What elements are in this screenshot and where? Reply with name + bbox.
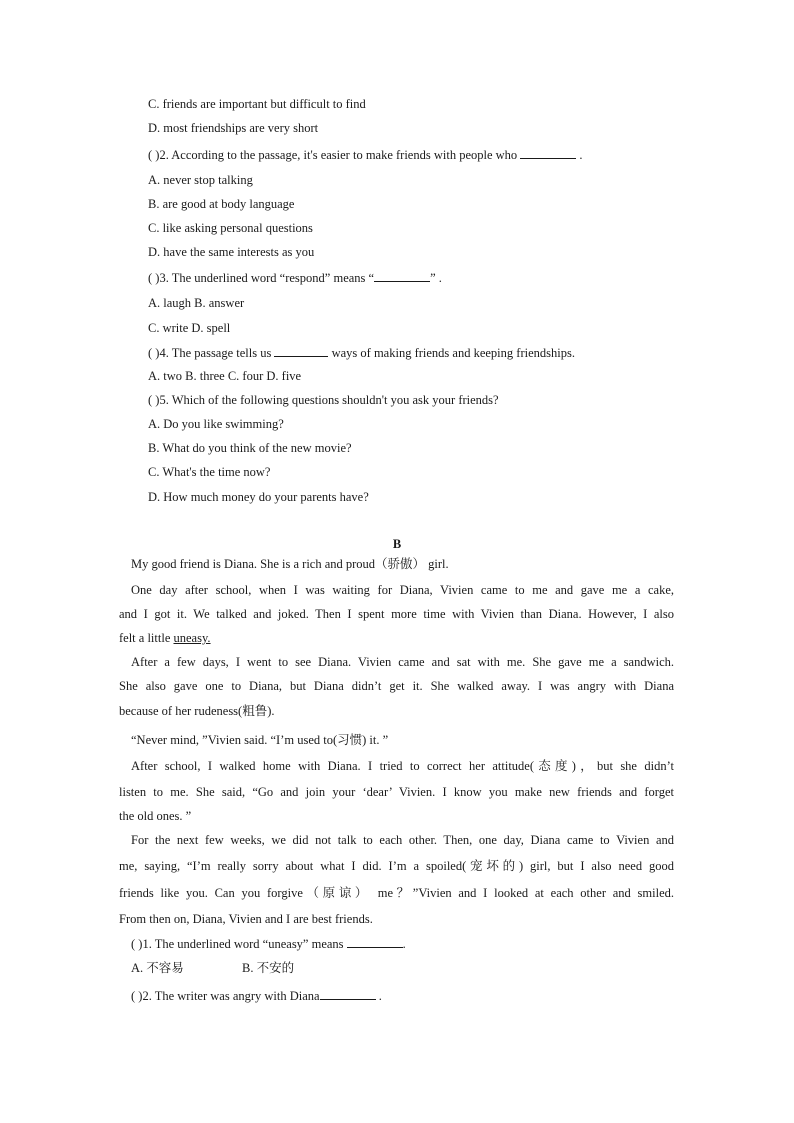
question-b1-end: . [402, 937, 406, 951]
question-a4 [148, 344, 575, 361]
q3-options-row-1: A. laugh B. answer [148, 296, 245, 310]
passage-paragraph-2-line-1: One day after school, when I was waiting for Diana, Vivien came to me and gave me a cake, [131, 583, 674, 597]
q2-option-c: C. like asking personal questions [148, 221, 313, 235]
q2-option-a: A. never stop talking [148, 173, 253, 187]
passage-paragraph-5-line-1: After school, I walked home with Diana. I tried to correct her attitude(态度)，but she didn’t [131, 759, 674, 773]
q1-option-d: D. most friendships are very short [148, 121, 319, 135]
option-a: A. 不容易 [131, 961, 184, 975]
answer-blank [347, 935, 403, 948]
underlined-word-uneasy: uneasy. [173, 631, 211, 645]
passage-paragraph-3-line-2: She also gave one to Diana, but Diana didn’t get it. She walked away. I was angry with Diana [119, 679, 674, 693]
question-b1-options [131, 960, 294, 976]
q4-options: A. two B. three C. four D. five [148, 369, 302, 383]
question-a2-end: . [576, 148, 583, 162]
question-b1 [131, 935, 406, 952]
question-a5: ( )5. Which of the following questions shouldn't you ask your friends? [148, 393, 499, 407]
passage-paragraph-5-line-2: listen to me. She said, “Go and join your ‘dear’ Vivien. I know you make new friends and forget [119, 785, 674, 799]
answer-blank [320, 987, 376, 1000]
q2-option-b: B. are good at body language [148, 197, 295, 211]
answer-blank [274, 344, 328, 357]
question-a3-end: ” . [430, 271, 442, 285]
passage-paragraph-6-line-4: From then on, Diana, Vivien and I are best friends. [119, 912, 373, 926]
option-b: B. 不安的 [242, 961, 295, 975]
q5-option-a: A. Do you like swimming? [148, 417, 284, 431]
q3-options-row-2: C. write D. spell [148, 321, 231, 335]
q1-option-c: C. friends are important but difficult to find [148, 97, 366, 111]
question-b2 [131, 987, 382, 1004]
passage-paragraph-3-line-3: because of her rudeness(粗鲁). [119, 704, 275, 718]
q2-option-d: D. have the same interests as you [148, 245, 315, 259]
question-b1-text: ( )1. The underlined word “uneasy” means [131, 937, 347, 951]
answer-blank [374, 269, 430, 282]
q5-option-c: C. What's the time now? [148, 465, 271, 479]
question-a2 [148, 146, 583, 163]
section-b-title: B [392, 537, 402, 551]
question-b2-end: . [375, 989, 382, 1003]
question-b2-text: ( )2. The writer was angry with Diana [131, 989, 320, 1003]
answer-blank [520, 146, 576, 159]
passage-paragraph-6-line-2: me, saying, “I’m really sorry about what I did. I’m a spoiled(宠坏的) girl, but I also need good [119, 859, 674, 873]
question-a2-text: ( )2. According to the passage, it's easier to make friends with people who [148, 148, 518, 162]
q5-option-b: B. What do you think of the new movie? [148, 441, 352, 455]
passage-text: felt a little [119, 631, 174, 645]
passage-paragraph-6-line-3: friends like you. Can you forgive（原谅） me？”Vivien and I looked at each other and smiled. [119, 886, 674, 900]
passage-paragraph-2-line-3 [119, 630, 211, 646]
passage-paragraph-4: “Never mind, ”Vivien said. “I’m used to(习惯) it. ” [131, 733, 389, 747]
passage-paragraph-2-line-2: and I got it. We talked and joked. Then I spent more time with Vivien than Diana. However, I also [119, 607, 674, 621]
q5-option-d: D. How much money do your parents have? [148, 490, 369, 504]
passage-paragraph-3-line-1: After a few days, I went to see Diana. Vivien came and sat with me. She gave me a sandwich. [131, 655, 674, 669]
passage-paragraph-1: My good friend is Diana. She is a rich and proud（骄傲） girl. [131, 557, 449, 571]
question-a3 [148, 269, 442, 286]
question-a4-text: ( )4. The passage tells us [148, 346, 275, 360]
passage-paragraph-6-line-1: For the next few weeks, we did not talk to each other. Then, one day, Diana came to Vivien and [131, 833, 674, 847]
question-a4-end: ways of making friends and keeping friendships. [328, 346, 575, 360]
question-a3-text: ( )3. The underlined word “respond” means “ [148, 271, 375, 285]
passage-paragraph-5-line-3: the old ones. ” [119, 809, 192, 823]
